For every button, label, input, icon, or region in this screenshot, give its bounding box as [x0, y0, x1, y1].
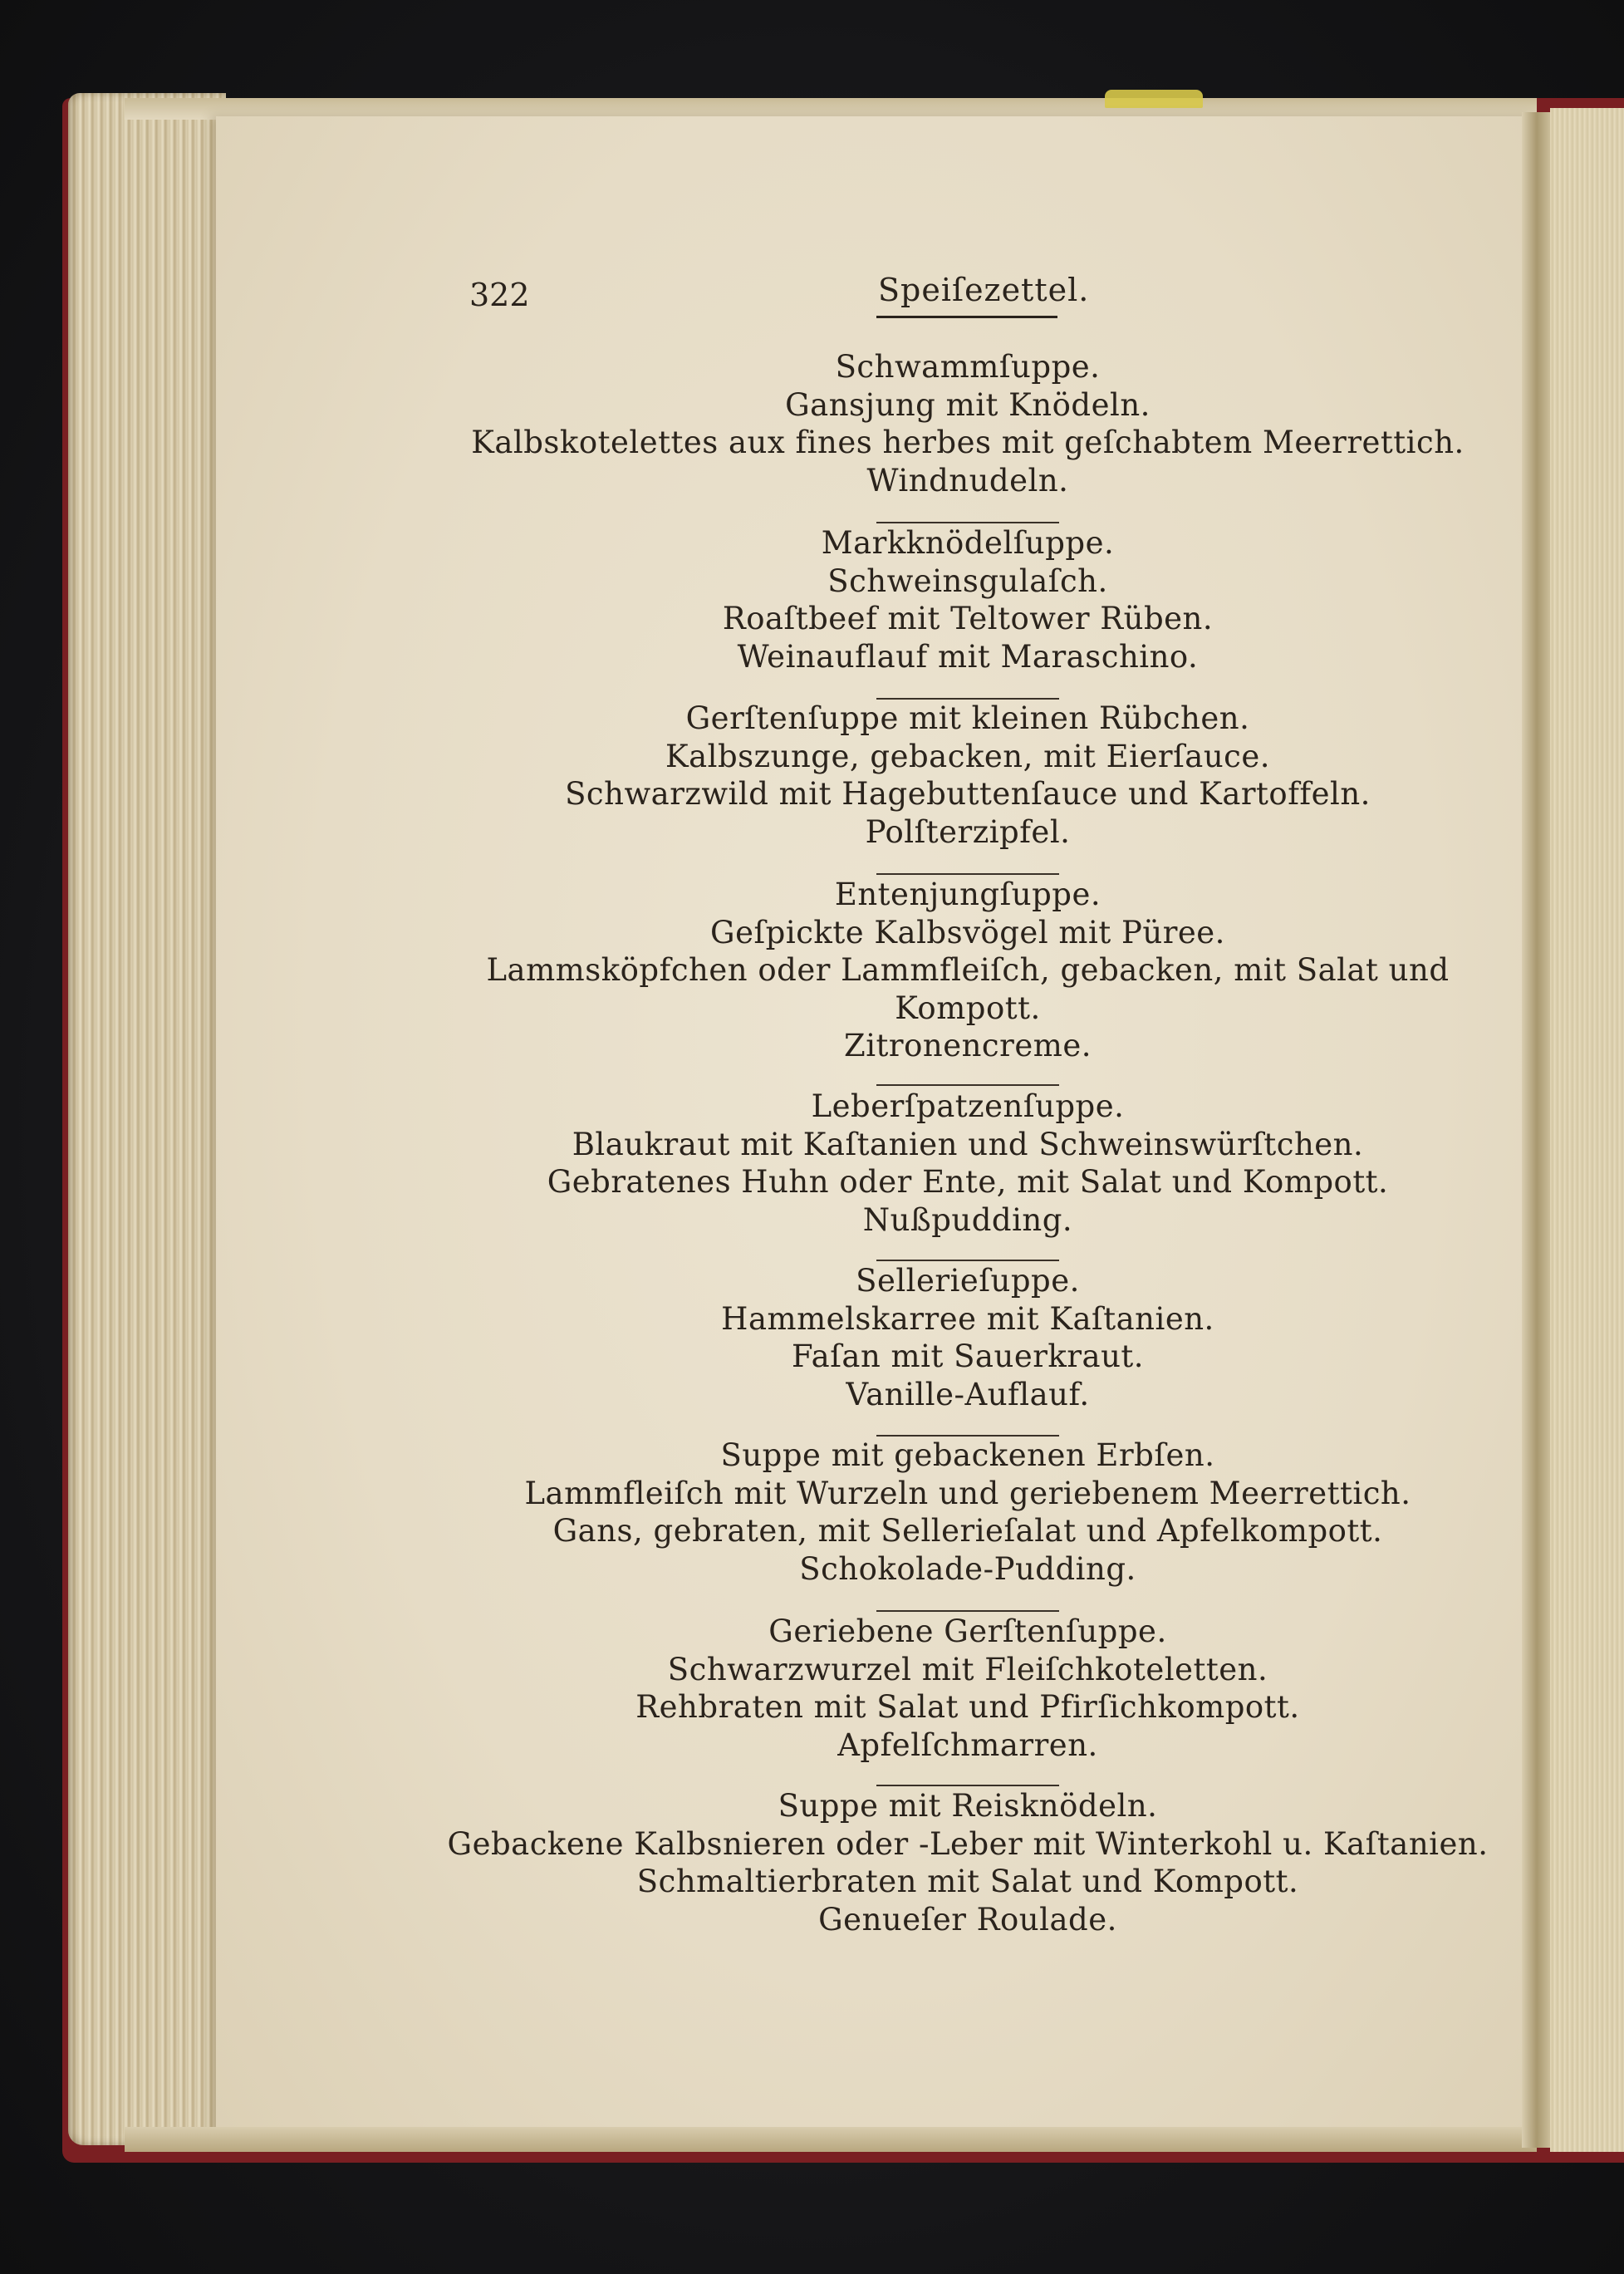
menu-item: Kompott. [895, 990, 1041, 1026]
menu-item: Kalbskotelettes aux fines herbes mit geſchabtem Meerrettich. [471, 425, 1465, 460]
menu-item: Entenjungſuppe. [834, 877, 1101, 912]
menu-divider [876, 522, 1059, 523]
menu-item: Gebratenes Huhn oder Ente, mit Salat und Kompott. [547, 1164, 1389, 1200]
menu-item: Schwammſuppe. [835, 349, 1101, 385]
menu-item: Lammfleiſch mit Wurzeln und geriebenem Meerrettich. [524, 1475, 1411, 1511]
menu-item: Suppe mit gebackenen Erbſen. [720, 1437, 1215, 1473]
menu-item: Lammsköpfchen oder Lammfleiſch, gebacken, mit Salat und [486, 952, 1450, 988]
menu-item: Schwarzwild mit Hagebuttenſauce und Kartoffeln. [565, 776, 1371, 812]
running-head-rule [876, 316, 1057, 318]
menu-item: Schweinsgulaſch. [827, 562, 1108, 599]
menu-item: Apfelſchmarren. [837, 1726, 1098, 1763]
menu-item: Nußpudding. [862, 1201, 1073, 1238]
menu-item: Kalbszunge, gebacken, mit Eierſauce. [665, 738, 1271, 774]
menu-item: Genueſer Roulade. [818, 1901, 1117, 1938]
menu-item: Rehbraten mit Salat und Pfirſichkompott. [635, 1689, 1300, 1725]
menu-item: Sellerieſuppe. [856, 1263, 1080, 1299]
menu-item: Weinauflauf mit Maraschino. [737, 638, 1199, 675]
bookmark-ribbon [1105, 90, 1203, 108]
menu-item: Gans, gebraten, mit Sellerieſalat und Apfelkompott. [552, 1513, 1383, 1549]
menu-item: Gebackene Kalbsnieren oder -Leber mit Winterkohl u. Kaſtanien. [447, 1825, 1489, 1862]
menu-item: Schwarzwurzel mit Fleiſchkoteletten. [667, 1651, 1268, 1687]
menu-divider [876, 698, 1059, 700]
menu-item: Markknödelſuppe. [821, 525, 1115, 561]
menu-divider [876, 873, 1059, 875]
menu-divider [876, 1084, 1059, 1086]
menu-item: Hammelskarree mit Kaſtanien. [721, 1300, 1214, 1337]
menu-item: Vanille-Auflauf. [846, 1376, 1090, 1412]
menu-item: Polſterzipfel. [865, 813, 1071, 850]
menu-divider [876, 1260, 1059, 1261]
menu-item: Leberſpatzenſuppe. [811, 1088, 1125, 1124]
menu-item: Gansjung mit Knödeln. [785, 386, 1151, 423]
menu-item: Schmaltierbraten mit Salat und Kompott. [636, 1864, 1299, 1899]
menu-divider [876, 1610, 1059, 1612]
menu-item: Schokolade-Pudding. [799, 1550, 1136, 1587]
menu-item: Windnudeln. [866, 462, 1069, 499]
menu-item: Zitronencreme. [844, 1028, 1092, 1063]
menu-divider [876, 1435, 1059, 1437]
menu-divider [876, 1785, 1059, 1786]
menu-item: Suppe mit Reisknödeln. [778, 1788, 1158, 1824]
menu-item: Blaukraut mit Kaſtanien und Schweinswürſtchen. [572, 1126, 1364, 1162]
menu-item: Roaſtbeef mit Teltower Rüben. [722, 601, 1214, 636]
page-bottom-edge [125, 2127, 1537, 2152]
menu-item: Faſan mit Sauerkraut. [791, 1338, 1145, 1374]
menu-item: Gerſtenſuppe mit kleinen Rübchen. [685, 700, 1250, 736]
menu-item: Geſpickte Kalbsvögel mit Püree. [710, 914, 1225, 950]
menu-item: Geriebene Gerſtenſuppe. [768, 1613, 1167, 1649]
running-head: Speiſezettel. [878, 272, 1090, 308]
page-number: 322 [469, 277, 530, 313]
